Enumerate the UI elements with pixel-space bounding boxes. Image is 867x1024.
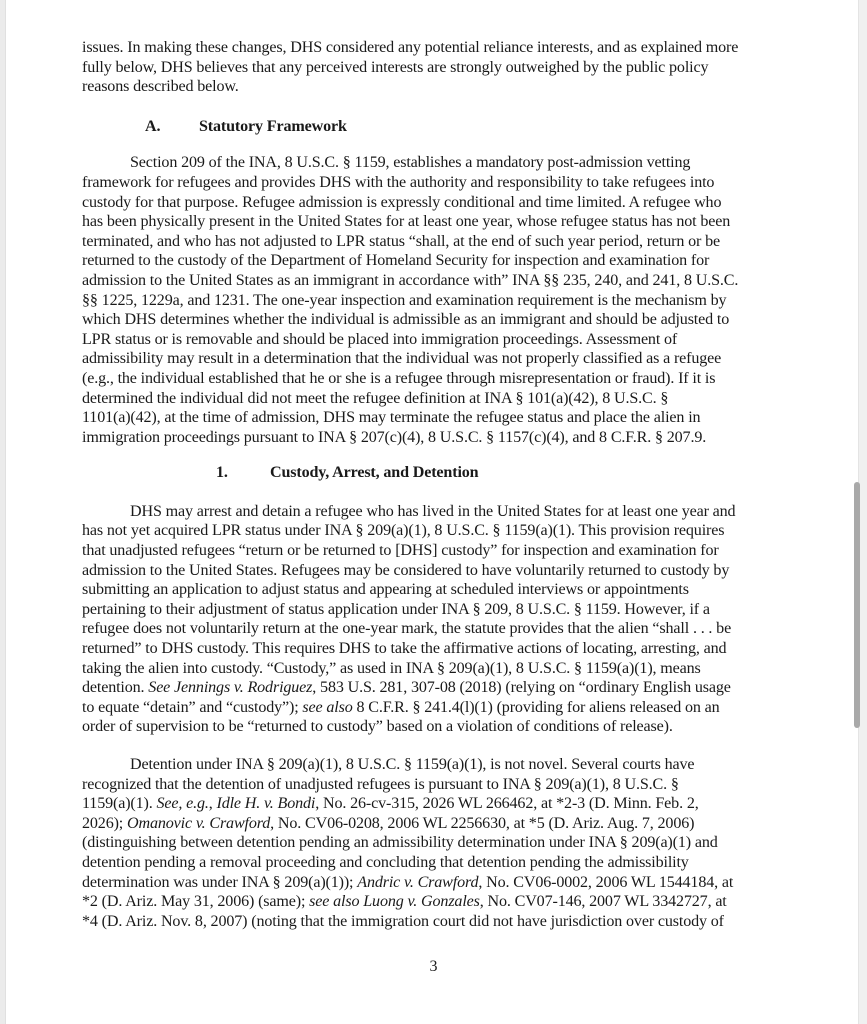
text-run: , No. CV06-0208, 2006 WL 2256630, at *5 (D. Ariz. Aug. 7, 2006) [270,814,695,832]
paragraph-gap [82,737,802,755]
text-line [82,873,802,893]
text-line: Detention under INA § 209(a)(1), 8 U.S.C. § 1159(a)(1), is not novel. Several courts have [130,756,695,773]
text-run: , No. CV07-146, 2007 WL 3342727, at [479,893,727,911]
text-line: *4 (D. Ariz. Nov. 8, 2007) (noting that the immigration court did not have jurisdiction over custody of [82,912,724,930]
case-citation: Idle H. v. Bondi [216,795,316,813]
text-line: immigration proceedings pursuant to INA § 207(c)(4), 8 U.S.C. § 1157(c)(4), and 8 C.F.R. § 207.9. [82,428,707,446]
text-line: §§ 1225, 1229a, and 1231. The one-year inspection and examination requirement is the mechanism by [82,291,727,309]
text-line: reasons described below. [82,78,239,96]
section-title: Statutory Framework [199,117,347,135]
intro-paragraph [82,38,802,97]
text-run: 1159(a)(1). [82,795,157,813]
text-line: order of supervision to be “returned to custody” based on a violation of conditions of release). [82,718,673,736]
text-line: admission to the United States. Refugees may be considered to have voluntarily returned to custody by [82,561,730,579]
text-line: that unadjusted refugees “return or be returned to [DHS] custody” for inspection and examination for [82,542,719,560]
text-line: admission to the United States as an immigrant in accordance with” INA §§ 235, 240, and 241, 8 U.S.C. [82,271,739,289]
text-line: custody for that purpose. Refugee admission is expressly conditional and time limited. A refugee who [82,193,722,211]
text-line: returned” to DHS custody. This requires DHS to take the affirmative actions of locating, arresting, and [82,640,727,658]
text-line: issues. In making these changes, DHS considered any potential reliance interests, and as explained more [82,39,739,56]
text-line: admissibility may result in a determination that the individual was not properly classified as a refugee [82,350,722,368]
detention-paragraph [82,755,802,931]
text-line [82,814,802,834]
text-run: , 583 U.S. 281, 307-08 (2018) (relying on “ordinary English usage [312,679,731,697]
text-line [82,678,802,698]
case-citation: see also Luong v. Gonzales [309,893,480,911]
text-line: terminated, and who has not adjusted to LPR status “shall, at the end of such year period, return or be [82,232,720,250]
text-run: to equate “detain” and “custody”); [82,698,303,716]
text-line: returned to the custody of the Department of Homeland Security for inspection and examination for [82,252,710,270]
custody-paragraph [82,502,802,737]
text-run: determination was under INA § 209(a)(1)); [82,873,358,891]
statutory-framework-paragraph [82,153,802,447]
text-line: recognized that the detention of unadjusted refugees is pursuant to INA § 209(a)(1), 8 U.S.C. § [82,775,679,793]
text-line: LPR status or is removable and should be placed into immigration proceedings. Assessment of [82,330,678,348]
text-line: fully below, DHS believes that any perceived interests are strongly outweighed by the public policy [82,58,709,76]
case-citation: See Jennings v. Rodriguez [148,679,313,697]
section-number: 1. [216,464,228,482]
text-line: submitting an application to adjust status and appearing at scheduled interviews or appointments [82,581,689,599]
section-number: A. [145,117,161,135]
text-line [82,892,802,912]
page-left-edge [0,0,6,1024]
text-run: detention. [82,679,149,697]
scrollbar-thumb[interactable] [854,482,860,728]
case-citation: Andric v. Crawford [357,873,479,891]
text-line: which DHS determines whether the individual is admissible as an immigrant and should be adjusted to [82,311,730,329]
text-run: , No. 26-cv-315, 2026 WL 266462, at *2-3 (D. Minn. Feb. 2, [315,795,699,813]
text-line: framework for refugees and provides DHS with the authority and responsibility to take refugees into [82,173,715,191]
section-heading-a [82,117,802,137]
text-line: has been physically present in the United States for at least one year, whose refugee status has not been [82,213,731,231]
text-run: , No. CV06-0002, 2006 WL 1544184, at [478,873,734,891]
text-line: Section 209 of the INA, 8 U.S.C. § 1159, establishes a mandatory post-admission vetting [130,154,691,172]
text-line: has not yet acquired LPR status under INA § 209(a)(1), 8 U.S.C. § 1159(a)(1). This provision requires [82,522,725,540]
text-line: (e.g., the individual established that he or she is a refugee through misrepresentation or fraud). If it is [82,369,716,387]
signal-phrase: See, e.g. [156,795,209,813]
text-line: refugee does not voluntarily return at the one-year mark, the statute provides that the alien “shall . . . be [82,620,732,638]
text-line [82,698,802,718]
case-citation: Omanovic v. Crawford [127,814,271,832]
text-run: , [208,795,217,813]
text-run: 8 C.F.R. § 241.4(l)(1) (providing for aliens released on an [352,698,720,716]
text-run: *2 (D. Ariz. May 31, 2006) (same); [82,893,310,911]
text-line: determined the individual did not meet the refugee definition at INA § 101(a)(42), 8 U.S.C. § [82,389,669,407]
text-line: 1101(a)(42), at the time of admission, DHS may terminate the refugee status and place the alien in [82,409,701,427]
text-line: taking the alien into custody. “Custody,” as used in INA § 209(a)(1), 8 U.S.C. § 1159(a)(1), means [82,659,701,677]
text-line [82,794,802,814]
page-number: 3 [429,958,438,975]
text-line: pertaining to their adjustment of status application under INA § 209, 8 U.S.C. § 1159. However, if a [82,600,710,618]
text-line: (distinguishing between detention pending an admissibility determination under INA § 209(a)(1) and [82,834,718,852]
section-title: Custody, Arrest, and Detention [270,464,479,482]
text-line: DHS may arrest and detain a refugee who has lived in the United States for at least one year and [130,502,736,520]
signal-phrase: see also [302,698,353,716]
text-run: 2026); [82,814,127,832]
section-heading-1 [82,463,802,483]
text-line: detention pending a removal proceeding and concluding that detention pending the admissibility [82,853,689,871]
document-page [82,38,802,931]
